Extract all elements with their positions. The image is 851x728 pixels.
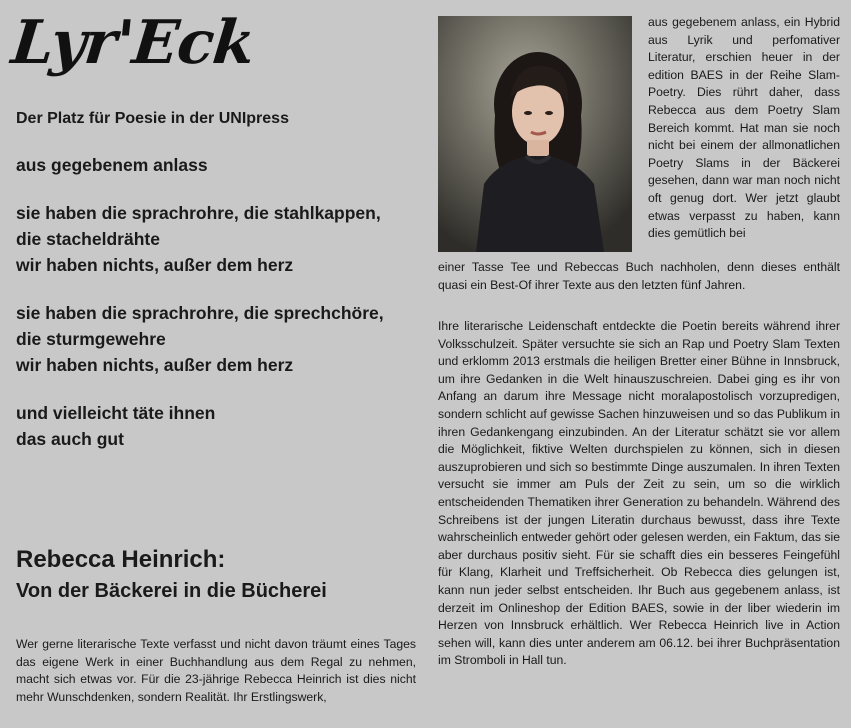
article-intro-text: Wer gerne literarische Texte verfasst und nicht davon träumt eines Tages das eigene Werk in einer Buchhandlung aus dem Regal zu nehmen, macht sich etwas vor. Für die 23-jährige Rebecca Heinrich ist dies nicht mehr Wunschdenken, sondern Realität. Ihr Erstlingswerk,: [16, 637, 416, 704]
poem-title: aus gegebenem anlass: [16, 155, 208, 175]
article-continuation: einer Tasse Tee und Rebeccas Buch nachholen, denn dieses enthält quasi ein Best-Of ihrer Texte aus den letzten fünf Jahren.: [438, 260, 840, 292]
poem-line: die stacheldrähte: [16, 229, 160, 249]
article-body: Ihre literarische Leidenschaft entdeckte die Poetin bereits während ihrer Volksschulzeit. Später versuchte sie sich an Rap und Poetry Slam Texten und erklomm 2013 erstmals die heiligen Bretter einer Bühne in Innsbruck, um ihre Gedanken in die Welt hinauszuschreien. Dabei ging es ihr von Anfang an darum ihre Message nicht moralapostolisch vorzupredigen, sondern schlicht auf gewisse Sachen hinzuweisen und so das Publikum in ihren Gedankengang einzubinden. An der Literatur schätzt sie vor allem die Möglichkeit, fiktive Welten durchspielen zu können, sich in diesen auszuprobieren und sich so bestimmte Dinge auszumalen. In ihren Texten versucht sie immer am Puls der Zeit zu sein, um so die wirklich entscheidenden Thematiken ihrer Generation zu behandeln. Während des Schreibens ist der jungen Literatin durchaus bewusst, dass ihre Texte wahrscheinlich entweder gehört oder gelesen werden, ein Faktum, das sie aber durchaus positiv sieht. Für sie schafft dies ein besseres Feingefühl für Klang, Klarheit und Treffsicherheit. Ob Rebecca dies gelungen ist, kann nun jeder selbst entscheiden. Ihr Buch aus gegebenem anlass, ist derzeit im Onlineshop der Edition BAES, sowie in der liber wiederin im Herzen von Innsbruck erhältlich. Wer Rebecca Heinrich live in Action sehen will, kann dies unter anderem am 06.12. bei ihrer Buchpräsentation im Stromboli in Hall tun.: [438, 319, 840, 668]
masthead-logo: Lyr'Eck: [8, 8, 258, 78]
poem-line: wir haben nichts, außer dem herz: [16, 355, 294, 375]
poem-line: sie haben die sprachrohre, die sprechchöre,: [16, 303, 384, 323]
poem-line: und vielleicht täte ihnen: [16, 403, 216, 423]
poem: [16, 152, 426, 474]
portrait-illustration: [438, 16, 632, 252]
poem-line: die sturmgewehre: [16, 329, 166, 349]
poem-line: das auch gut: [16, 429, 124, 449]
article-right-intro: aus gegebenem anlass, ein Hybrid aus Lyrik und perfomativer Literatur, erschien heuer in der edition BAES in der Reihe Slam-Poetry. Dies rührt daher, dass Rebecca aus dem Poetry Slam Bereich kommt. Hat man sie noch nicht bei einem der allmonatlichen Poetry Slams in der Bäckerei gesehen, dann war man noch nicht oft genug dort. Wer jetzt glaubt etwas verpasst zu haben, kann dies gemütlich bei: [648, 15, 840, 241]
article-subtitle: Von der Bäckerei in die Bücherei: [16, 580, 327, 602]
poem-line: sie haben die sprachrohre, die stahlkappen,: [16, 203, 381, 223]
poem-line: wir haben nichts, außer dem herz: [16, 255, 294, 275]
poem-stanza: [16, 400, 426, 452]
poem-stanza: [16, 300, 426, 378]
portrait-photo: [438, 16, 632, 252]
section-subtitle: Der Platz für Poesie in der UNIpress: [16, 110, 289, 127]
article-title: Rebecca Heinrich:: [16, 546, 226, 573]
poem-stanza: [16, 200, 426, 278]
